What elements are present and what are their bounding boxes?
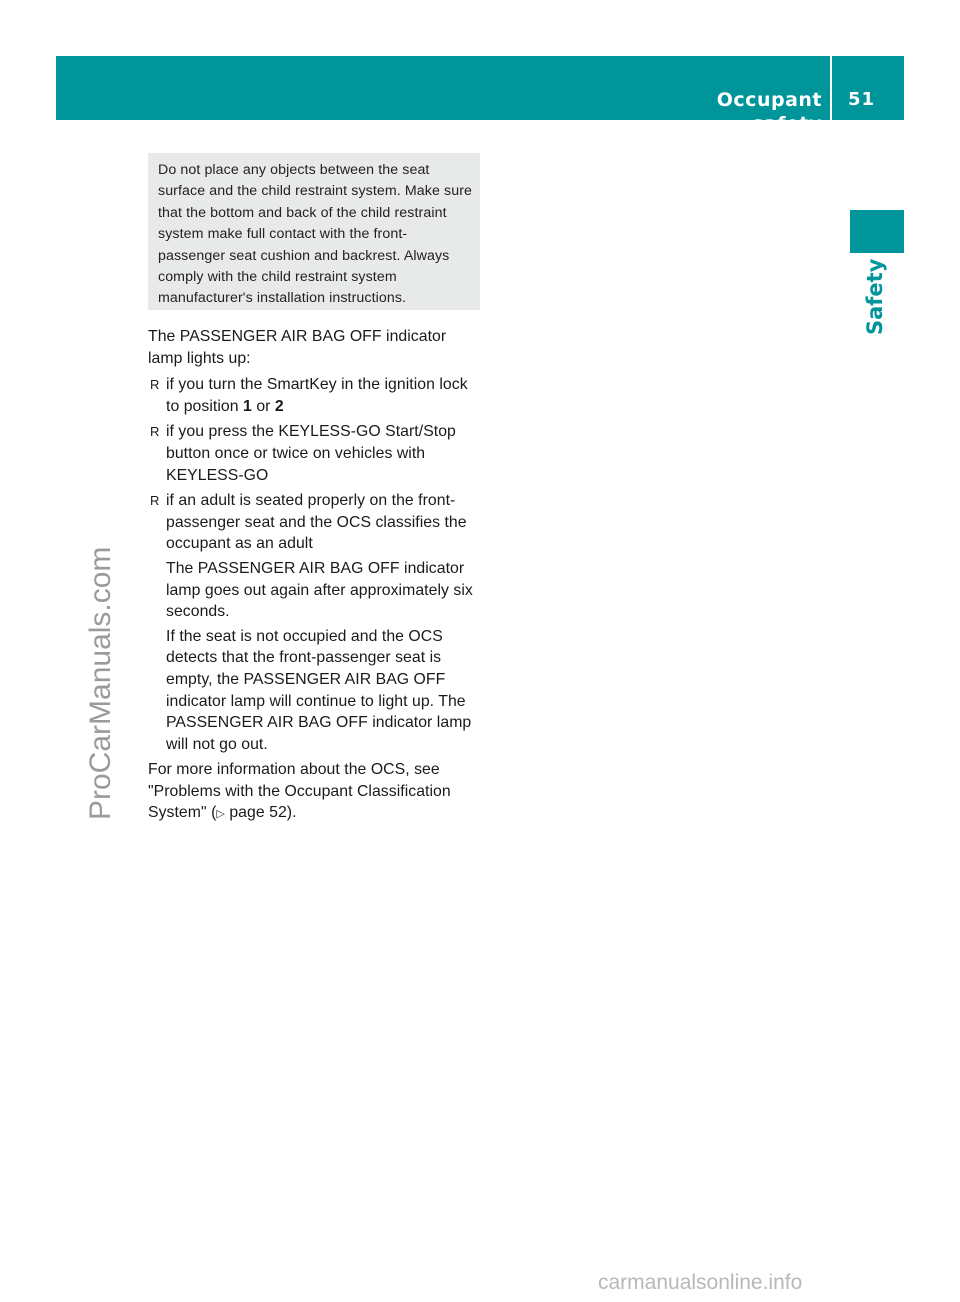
warning-box (148, 153, 480, 310)
bullet-marker: R (150, 377, 160, 393)
list-item (148, 421, 482, 486)
list-item (148, 490, 482, 755)
sub-paragraph: If the seat is not occupied and the OCS detects that the front-passenger seat is empty, the PASSENGER AIR BAG OFF indicator lamp will continue to light up. The PASSENGER AIR BAG OFF indicator lamp will not go out. (166, 627, 472, 753)
intro-paragraph: The PASSENGER AIR BAG OFF indicator lamp lights up: (148, 328, 447, 367)
section-title: Occupant safety (716, 89, 822, 135)
page-reference-arrow-icon: ▷ (216, 808, 225, 821)
warning-text: Do not place any objects between the seat surface and the child restraint system. Make sure that the bottom and back of the child restraint system make full contact with the front-passenger seat cushion and backrest. Always comply with the child restraint system manufacturer's installation instructions. (158, 162, 473, 307)
position-value: 2 (274, 397, 284, 415)
side-tab-marker (850, 210, 904, 253)
bullet-marker: R (150, 424, 160, 440)
sub-paragraph: The PASSENGER AIR BAG OFF indicator lamp goes out again after approximately six seconds. (166, 559, 473, 621)
condition-list (148, 374, 482, 755)
page-reference-link[interactable]: page 52). (224, 804, 297, 822)
outro-text: For more information about the OCS, see "Problems with the Occupant Classification System" ( (148, 761, 451, 822)
side-tab-label: Safety (863, 258, 887, 335)
side-watermark: ProCarManuals.com (84, 546, 117, 820)
or-text: or (256, 397, 271, 415)
bullet-text: if you press the KEYLESS-GO Start/Stop button once or twice on vehicles with KEYLESS-GO (166, 423, 456, 484)
bullet-text: if an adult is seated properly on the front-passenger seat and the OCS classifies the occupant as an adult (166, 492, 467, 553)
bullet-marker: R (150, 493, 160, 509)
footer-watermark: carmanualsonline.info (598, 1271, 803, 1294)
bullet-text: if you turn the SmartKey in the ignition lock to position (166, 376, 468, 415)
list-item (148, 374, 482, 417)
outro-paragraph (148, 759, 482, 826)
position-value: 1 (243, 397, 252, 415)
header-divider (830, 56, 832, 120)
main-content (148, 326, 482, 826)
page-number: 51 (848, 89, 876, 110)
